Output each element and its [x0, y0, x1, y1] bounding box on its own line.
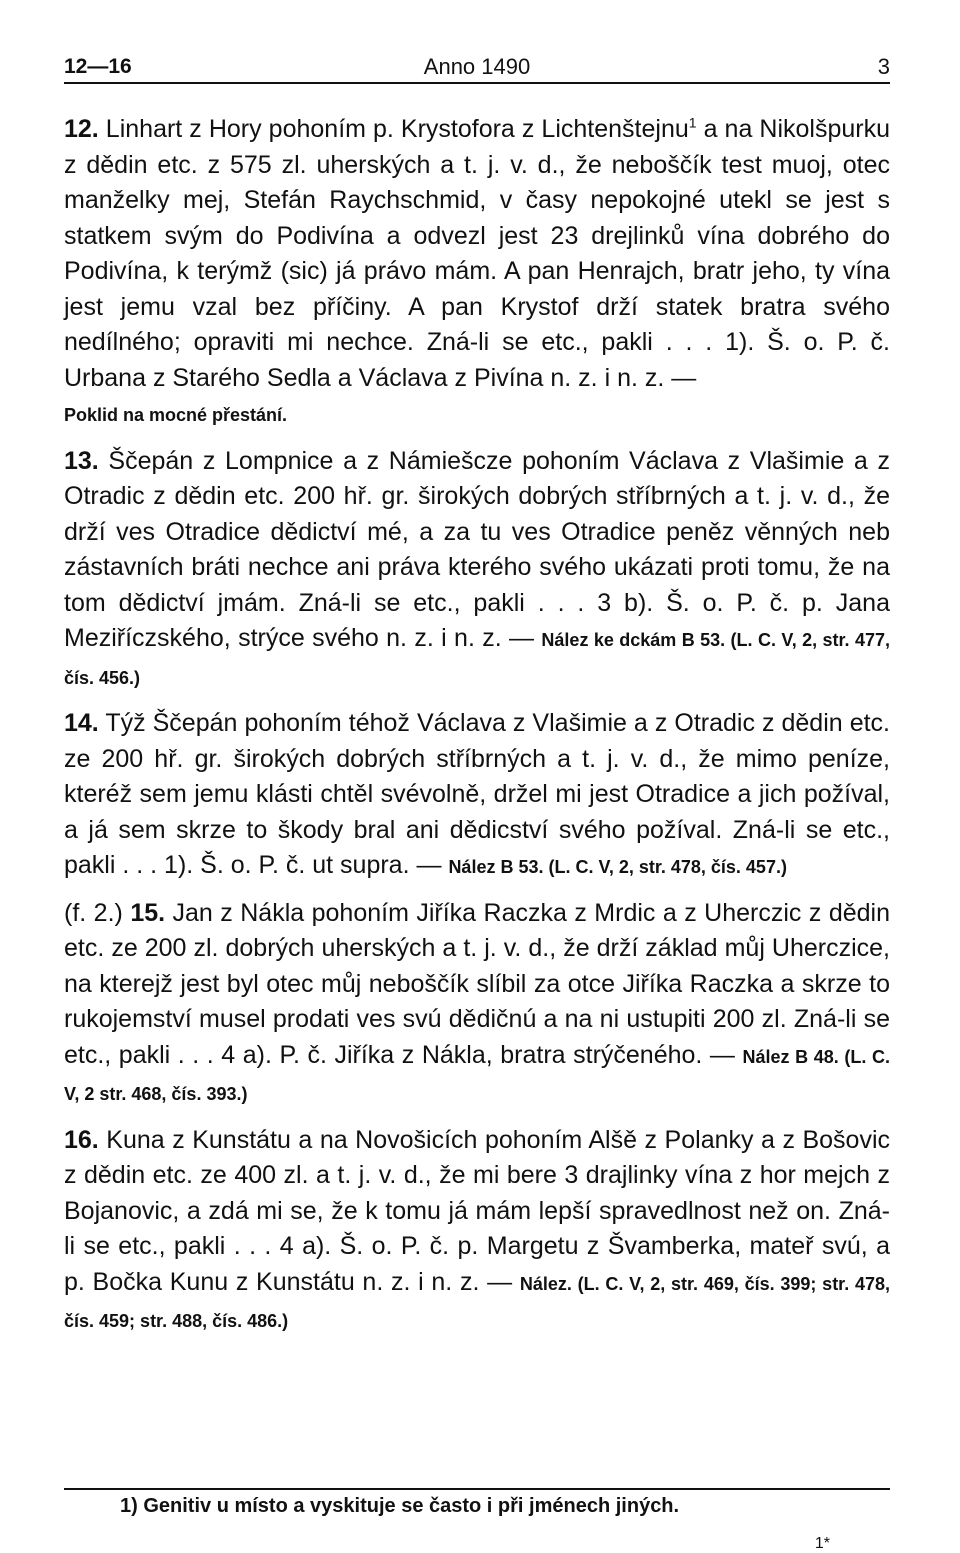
footnote-rule [64, 1488, 890, 1490]
entry-number: 12. [64, 115, 99, 143]
document-page [64, 0, 890, 1553]
entry-reference: Poklid na mocné přestání. [64, 405, 288, 425]
printer-signature: 1* [814, 1535, 830, 1552]
entry-15 [64, 896, 890, 1113]
entry-number: 13. [64, 446, 99, 475]
footnote-number: 1 [120, 1495, 132, 1517]
document-body [64, 112, 890, 1350]
entry-reference: Nález B 48. (L. C. V, 2 str. 468, čís. 393.) [64, 1046, 890, 1104]
running-header [64, 52, 890, 82]
entry-12 [64, 112, 890, 434]
header-rule [64, 82, 890, 84]
footnote-marker: 1 [688, 114, 697, 131]
entry-number: 16. [64, 1125, 99, 1154]
entry-13 [64, 444, 890, 697]
entry-text: Ščepán z Lompnice a z Námiešcze pohoním Václava z Vlašimie a z Otradic z dědin etc. 200 hř. gr. širokých dobrých stříbrných a t. j. v. d., že drží ves Otradice dědictví mé, a za tu ves Otradice peněz věnných neb zástavních bráti nechce ani práva kterého svého ukázati proti tomu, že na tom dědictví jmám. Zná-li se etc., pakli . . . 3 b). Š. o. P. č. p. Jana Meziříczského, strýce svého n. z. i n. z. — [64, 446, 890, 652]
entry-text: Týž Ščepán pohoním téhož Václava z Vlašimie a z Otradic z dědin etc. ze 200 hř. gr. širokých dobrých stříbrných a t. j. v. d., že mimo peníze, kteréž sem jemu klásti chtěl svévolně, držel mi jest Otradice a jich požíval, a já sem skrze to škody bral ani dědicství svého požíval. Zná-li se etc., pakli . . . 1). Š. o. P. č. ut supra. — [64, 709, 890, 879]
entry-text-continued: a na Nikolšpurku z dědin etc. z 575 zl. uherských a t. j. v. d., že neboščík test muoj, otec manželky mej, Stefán Raychschmid, v časy nepokojné utekl se jest s statkem svým do Podivína a odvezl jest 23 drejlinků vína dobrého do Podivína, k terýmž (sic) já právo mám. A pan Henrajch, bratr jeho, ty vína jest jemu vzal bez příčiny. A pan Krystof drží statek bratra svého nedílného; opraviti mi nechce. Zná-li se etc., pakli . . . 1). Š. o. P. č. Urbana z Starého Sedla a Václava z Pivína n. z. i n. z. — [64, 115, 890, 392]
entry-number: 15. [130, 898, 166, 927]
entry-range: 12—16 [64, 55, 132, 78]
entry-text: Kuna z Kunstátu a na Novošicích pohoním Alšě z Polanky a z Bošovic z dědin etc. ze 400 zl. a t. j. v. d., že mi bere 3 drajlinky vína z hor mejch z Bojanovic, a zdá mi se, že k tomu já mám lepší spravedlnost než on. Zná-li se etc., pakli . . . 4 a). Š. o. P. č. p. Margetu z Švamberka, mateř svú, a p. Bočka Kunu z Kunstátu n. z. i n. z. — [64, 1125, 890, 1296]
entry-14 [64, 706, 890, 886]
footnote-text: ) Genitiv u místo a vyskituje se často i při jménech jiných. [131, 1495, 680, 1517]
entry-number: 14. [64, 709, 99, 737]
entry-reference: Nález. (L. C. V, 2, str. 469, čís. 399; str. 478, čís. 459; str. 488, čís. 486.) [64, 1273, 890, 1331]
header-title: Anno 1490 [423, 54, 531, 79]
entry-text: Jan z Nákla pohoním Jiříka Raczka z Mrdic a z Uherczic z dědin etc. ze 200 zl. dobrých uherských a t. j. v. d., že drží základ můj Uherczice, na kterejž jest byl otec můj neboščík slíbil za otce Jiříka Raczka a skrze to rukojemství musel prodati ves svú dědičnú a na ni ustupiti 200 zl. Zná-li se etc., pakli . . . 4 a). P. č. Jiříka z Nákla, bratra strýčeného. — [64, 898, 890, 1069]
footnote [120, 1495, 679, 1518]
entry-text: Linhart z Hory pohoním p. Krystofora z Lichtenštejnu [98, 115, 689, 143]
page-number: 3 [877, 54, 890, 79]
entry-reference: Nález B 53. (L. C. V, 2, str. 478, čís. 457.) [448, 857, 787, 877]
entry-reference: Nález ke dckám B 53. (L. C. V, 2, str. 477, čís. 456.) [64, 630, 890, 688]
entry-16 [64, 1123, 890, 1340]
folio-marker: (f. 2.) [64, 898, 131, 927]
